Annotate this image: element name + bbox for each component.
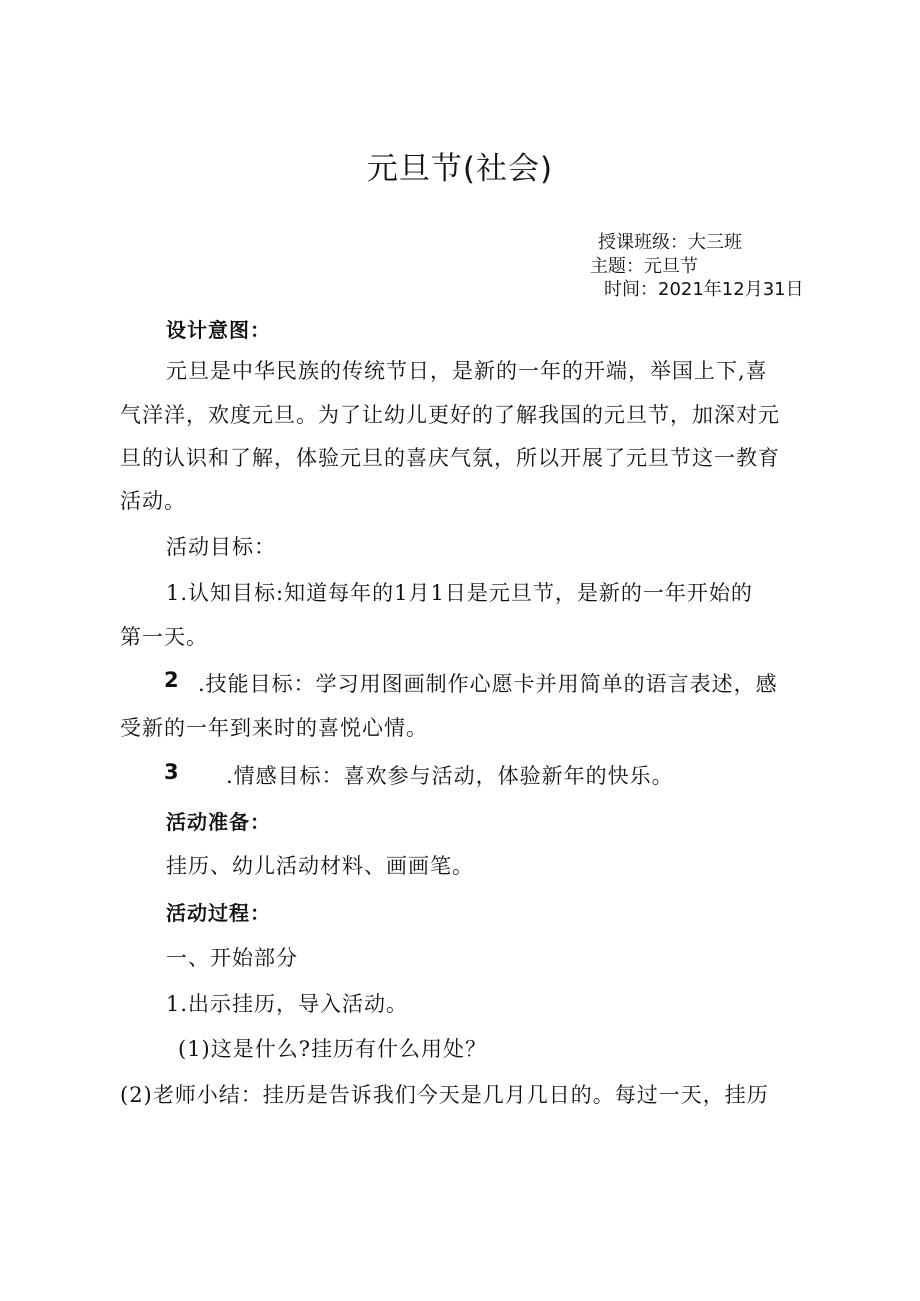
process-question-2: (2)老师小结：挂历是告诉我们今天是几月几日的。每过一天，挂历 [120,1083,769,1107]
process-step-1: 1.出示挂历，导入活动。 [166,992,409,1016]
design-line-3: 旦的认识和了解，体验元旦的喜庆气氛，所以开展了元旦节这一教育 [120,446,780,470]
prep-text: 挂历、幼儿活动材料、画画笔。 [166,854,474,878]
design-line-2: 气洋洋，欢度元旦。为了让幼儿更好的了解我国的元旦节，加深对元 [120,403,780,427]
design-heading: 设计意图： [166,318,271,342]
goal3-number: 3 [164,760,180,784]
goal1-line-2: 第一天。 [120,625,208,649]
goal2-line-2: 受新的一年到来时的喜悦心情。 [120,716,428,740]
goals-heading: 活动目标： [166,535,276,559]
process-heading: 活动过程： [166,901,271,925]
process-part: 一、开始部分 [166,946,298,970]
goal3-text: .情感目标：喜欢参与活动，体验新年的快乐。 [226,764,674,788]
theme-line: 主题：元旦节 [590,256,698,277]
process-question-1: (1)这是什么?挂历有什么用处？ [178,1037,488,1061]
goal1-line-1: 1.认知目标:知道每年的1月1日是元旦节，是新的一年开始的 [166,581,753,605]
goal2-number: 2 [164,668,180,692]
design-line-1: 元旦是中华民族的传统节日，是新的一年的开端，举国上下,喜 [166,359,768,383]
document-title: 元旦节(社会) [366,151,554,187]
prep-heading: 活动准备： [166,810,271,834]
design-line-4: 活动。 [120,489,186,513]
goal2-line-1: .技能目标：学习用图画制作心愿卡并用简单的语言表述，感 [198,672,778,696]
time-line: 时间：2021年12月31日 [604,279,804,300]
class-line: 授课班级：大三班 [598,232,742,253]
